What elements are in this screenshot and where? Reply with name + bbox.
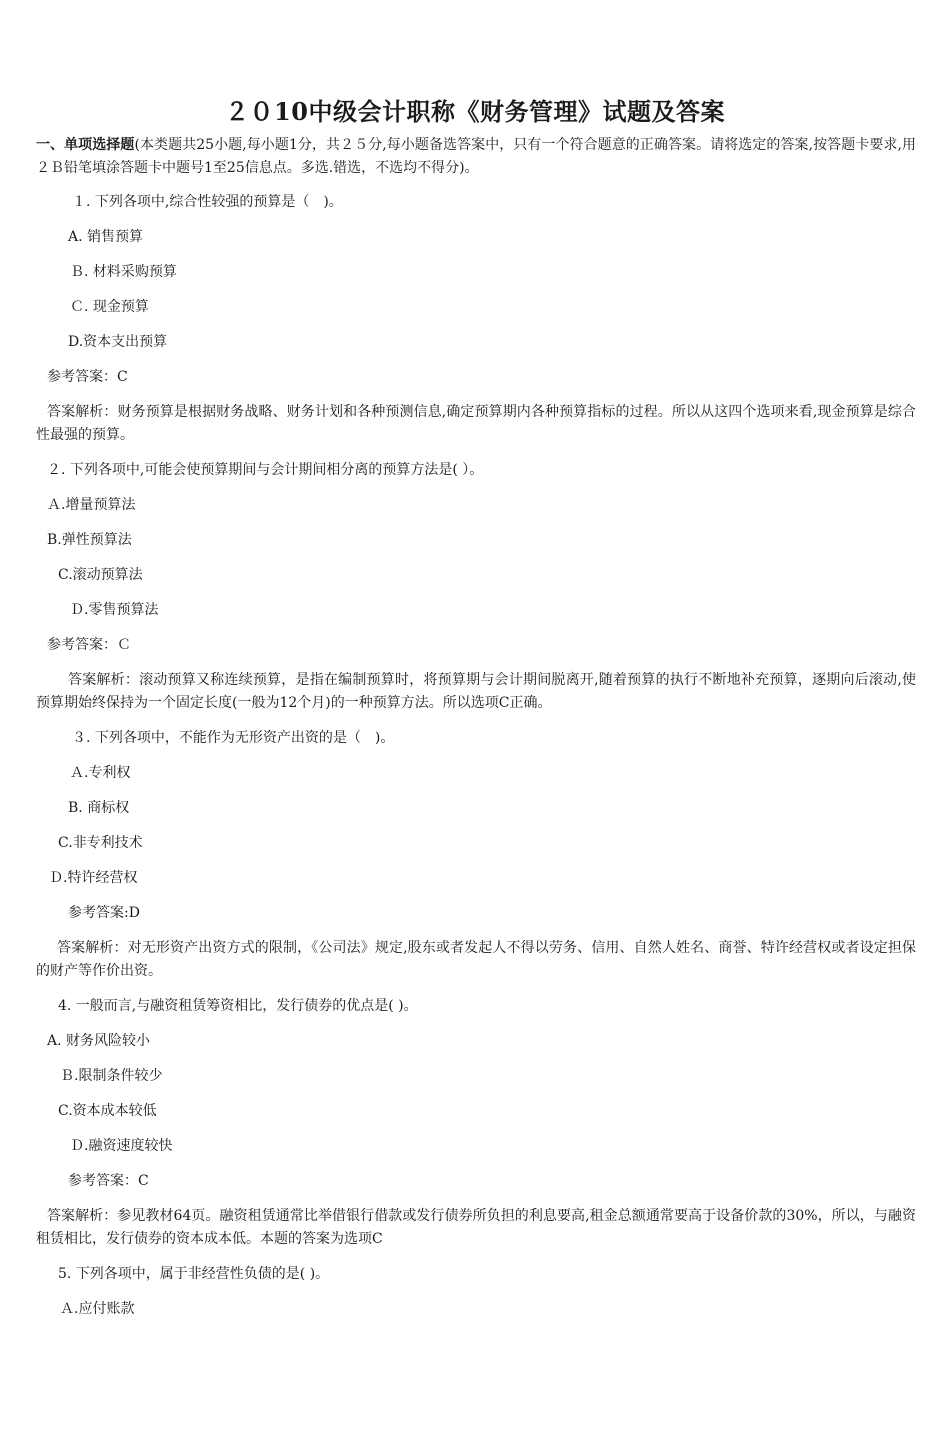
question-1-analysis: 答案解析：财务预算是根据财务战略、财务计划和各种预测信息,确定预算期内各种预算指标的过程。所以从这四个选项来看,现金预算是综合性最强的预算。	[36, 404, 916, 443]
question-3-analysis: 答案解析：对无形资产出资方式的限制，《公司法》规定,股东或者发起人不得以劳务、信用、自然人姓名、商誉、特许经营权或者设定担保的财产等作价出资。	[36, 940, 916, 979]
question-1-option-b: Ｂ. 材料采购预算	[70, 264, 177, 280]
question-2-option-a: Ａ.增量预算法	[47, 497, 136, 513]
question-1-option-d: D.资本支出预算	[68, 334, 168, 350]
question-4-answer: 参考答案：C	[68, 1173, 149, 1189]
question-4-option-d: Ｄ.融资速度较快	[70, 1138, 173, 1154]
question-3-option-a: Ａ.专利权	[70, 765, 131, 781]
question-2-option-b: B.弹性预算法	[47, 532, 132, 548]
question-5-stem: 5. 下列各项中，属于非经营性负债的是( )。	[58, 1266, 330, 1282]
question-3-stem: ３. 下列各项中，不能作为无形资产出资的是（ )。	[72, 730, 395, 746]
question-1-answer: 参考答案：C	[47, 369, 128, 385]
question-2-analysis: 答案解析：滚动预算又称连续预算，是指在编制预算时，将预算期与会计期间脱离开,随着预算的执行不断地补充预算，逐期向后滚动,使预算期始终保持为一个固定长度(一般为12个月)的一种预算方法。所以选项C正确。	[36, 672, 916, 711]
section-intro-text: (本类题共25小题,每小题1分，共２５分,每小题备选答案中，只有一个符合题意的正确答案。请将选定的答案,按答题卡要求,用２Ｂ铅笔填涂答题卡中题号1至25信息点。多选.错选，不选均不得分)。	[36, 137, 917, 176]
question-3-option-d: Ｄ.特许经营权	[49, 870, 138, 886]
page-title: ２０10中级会计职称《财务管理》试题及答案	[225, 97, 725, 126]
question-1-option-c: Ｃ. 现金预算	[70, 299, 149, 315]
question-1-stem: １. 下列各项中,综合性较强的预算是（ )。	[72, 194, 343, 210]
question-3-answer: 参考答案:D	[68, 905, 140, 921]
question-2-option-c: C.滚动预算法	[58, 567, 143, 583]
section-heading: 一、单项选择题	[36, 137, 135, 153]
question-5-option-a: Ａ.应付账款	[60, 1301, 135, 1317]
question-4-analysis: 答案解析：参见教材64页。融资租赁通常比举借银行借款或发行债券所负担的利息要高,租金总额通常要高于设备价款的30%，所以，与融资租赁相比，发行债券的资本成本低。本题的答案为选项C	[36, 1208, 916, 1247]
question-3-option-b: B. 商标权	[68, 800, 130, 816]
question-4-option-c: C.资本成本较低	[58, 1103, 157, 1119]
question-4-option-b: Ｂ.限制条件较少	[60, 1068, 163, 1084]
question-2-answer: 参考答案：Ｃ	[47, 637, 131, 653]
question-4-stem: 4. 一般而言,与融资租赁筹资相比，发行债券的优点是( )。	[58, 998, 418, 1014]
question-1-option-a: A. 销售预算	[68, 229, 144, 245]
question-2-stem: ２. 下列各项中,可能会使预算期间与会计期间相分离的预算方法是( ）。	[47, 462, 484, 478]
question-2-option-d: Ｄ.零售预算法	[70, 602, 159, 618]
question-4-option-a: A. 财务风险较小	[47, 1033, 151, 1049]
question-3-option-c: C.非专利技术	[58, 835, 143, 851]
section-intro	[36, 134, 916, 180]
